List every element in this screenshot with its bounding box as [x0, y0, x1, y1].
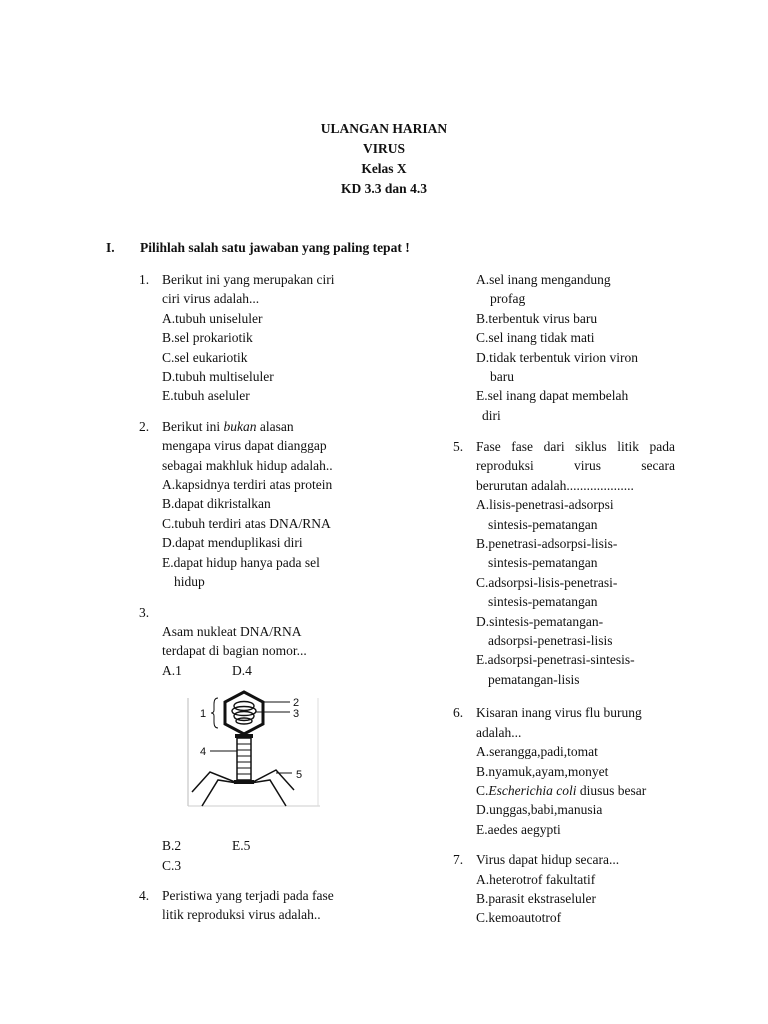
- option-e-continued: hidup: [174, 574, 205, 590]
- option-a: A.tubuh uniseluler: [162, 310, 263, 326]
- question-stem: litik reproduksi virus adalah..: [162, 907, 321, 923]
- option-e: E.aedes aegypti: [476, 821, 561, 837]
- question-stem: mengapa virus dapat dianggap: [162, 438, 327, 454]
- question-stem: Peristiwa yang terjadi pada fase: [162, 887, 334, 903]
- diagram-label-1: 1: [200, 708, 207, 721]
- question-number: 1.: [139, 272, 150, 287]
- option-b: B.sel prokariotik: [162, 330, 253, 346]
- question-number: 4.: [139, 887, 150, 903]
- right-column: [476, 270, 681, 437]
- question-stem: Virus dapat hidup secara...: [476, 852, 620, 868]
- question-5: [453, 437, 675, 689]
- section-number: I.: [106, 240, 115, 255]
- option-b: B.penetrasi-adsorpsi-lisis-: [476, 536, 618, 552]
- option-d: D.sintesis-pematangan-: [476, 613, 604, 629]
- option-c-continued: sintesis-pematangan: [488, 594, 598, 610]
- option-e-continued: diri: [482, 407, 501, 423]
- question-4: [139, 886, 379, 925]
- option-d: D.tidak terbentuk virion viron: [476, 349, 638, 365]
- option-d: D.unggas,babi,manusia: [476, 802, 603, 818]
- option-c: C.sel inang tidak mati: [476, 330, 595, 346]
- diagram-label-4: 4: [200, 746, 207, 759]
- question-stem: Fase fase dari siklus litik pada: [476, 439, 675, 454]
- option-row: [162, 661, 379, 680]
- option-d: D.dapat menduplikasi diri: [162, 535, 303, 551]
- option-e: E.5: [232, 838, 251, 854]
- option-text: C.: [476, 782, 489, 798]
- question-stem: ciri virus adalah...: [162, 291, 260, 307]
- option-e: E.adsorpsi-penetrasi-sintesis-: [476, 652, 635, 668]
- question-2: [139, 417, 379, 592]
- option-c: C.kemoautotrof: [476, 910, 562, 926]
- question-stem: terdapat di bagian nomor...: [162, 643, 307, 659]
- option-a-continued: sintesis-pematangan: [488, 516, 598, 532]
- option-b: B.terbentuk virus baru: [476, 310, 598, 326]
- option-d-continued: baru: [490, 369, 514, 385]
- exam-title: ULANGAN HARIAN: [320, 121, 448, 136]
- bacteriophage-figure: [162, 688, 322, 830]
- option-d-continued: adsorpsi-penetrasi-lisis: [488, 633, 613, 649]
- option-text: diusus besar: [576, 782, 647, 798]
- question-3: [139, 603, 379, 875]
- question-stem: reproduksi virus secara: [476, 458, 675, 474]
- option-c: C.adsorpsi-lisis-penetrasi-: [476, 574, 618, 590]
- option-c: C.sel eukariotik: [162, 349, 248, 365]
- option-a: A.kapsidnya terdiri atas protein: [162, 477, 333, 493]
- diagram-label-5: 5: [296, 769, 303, 782]
- option-species-name: Escherichia coli: [488, 782, 577, 798]
- option-a-continued: profag: [490, 291, 526, 307]
- option-b: B.2: [162, 838, 182, 854]
- question-number: 5.: [453, 439, 464, 454]
- option-b: B.dapat dikristalkan: [162, 496, 271, 512]
- option-c: [476, 781, 675, 800]
- option-b: B.parasit ekstraseluler: [476, 890, 596, 906]
- exam-header: [0, 119, 768, 199]
- stem-text: Berikut ini: [162, 418, 224, 434]
- question-7: [453, 850, 675, 928]
- option-row: [162, 836, 379, 855]
- question-stem: adalah...: [476, 724, 522, 740]
- question-number: 3.: [139, 604, 150, 620]
- option-a: A.1: [162, 662, 182, 678]
- stem-emphasis: bukan: [223, 418, 257, 434]
- option-e: E.tubuh aseluler: [162, 388, 250, 404]
- diagram-label-2: 2: [293, 697, 300, 710]
- option-e-continued: pematangan-lisis: [488, 671, 580, 687]
- question-stem: Berikut ini yang merupakan ciri: [162, 272, 335, 287]
- diagram-label-3: 3: [293, 708, 300, 721]
- question-blank-line: [162, 603, 379, 622]
- section-heading: [106, 240, 410, 256]
- exam-kd: KD 3.3 dan 4.3: [341, 181, 427, 196]
- question-6: [453, 703, 675, 839]
- option-c: C.3: [162, 857, 182, 873]
- question-stem: Kisaran inang virus flu burung: [476, 705, 642, 721]
- bacteriophage-diagram: [162, 688, 322, 830]
- question-number: 6.: [453, 705, 464, 721]
- stem-text: alasan: [256, 418, 294, 434]
- section-instruction: Pilihlah salah satu jawaban yang paling tepat !: [140, 240, 410, 255]
- question-stem: [162, 417, 379, 436]
- right-column-lower: [453, 437, 675, 939]
- option-a: A.serangga,padi,tomat: [476, 744, 598, 760]
- question-number: 2.: [139, 418, 150, 434]
- option-e: E.sel inang dapat membelah: [476, 388, 629, 404]
- question-stem: sebagai makhluk hidup adalah..: [162, 457, 333, 473]
- option-a: A.sel inang mengandung: [476, 272, 611, 287]
- option-b: B.nyamuk,ayam,monyet: [476, 763, 609, 779]
- option-e: E.dapat hidup hanya pada sel: [162, 554, 320, 570]
- question-stem: berurutan adalah....................: [476, 477, 634, 493]
- option-a: A.heterotrof fakultatif: [476, 871, 596, 887]
- exam-class: Kelas X: [361, 161, 407, 176]
- option-a: A.lisis-penetrasi-adsorpsi: [476, 497, 614, 513]
- left-column: [139, 270, 379, 936]
- option-d: D.4: [232, 662, 252, 678]
- question-1: [139, 270, 379, 406]
- exam-subject: VIRUS: [362, 141, 405, 156]
- option-d: D.tubuh multiseluler: [162, 369, 274, 385]
- option-c: C.tubuh terdiri atas DNA/RNA: [162, 515, 331, 531]
- question-number: 7.: [453, 852, 464, 868]
- question-4-options: [476, 270, 681, 425]
- question-stem: Asam nukleat DNA/RNA: [162, 623, 302, 639]
- option-b-continued: sintesis-pematangan: [488, 555, 598, 571]
